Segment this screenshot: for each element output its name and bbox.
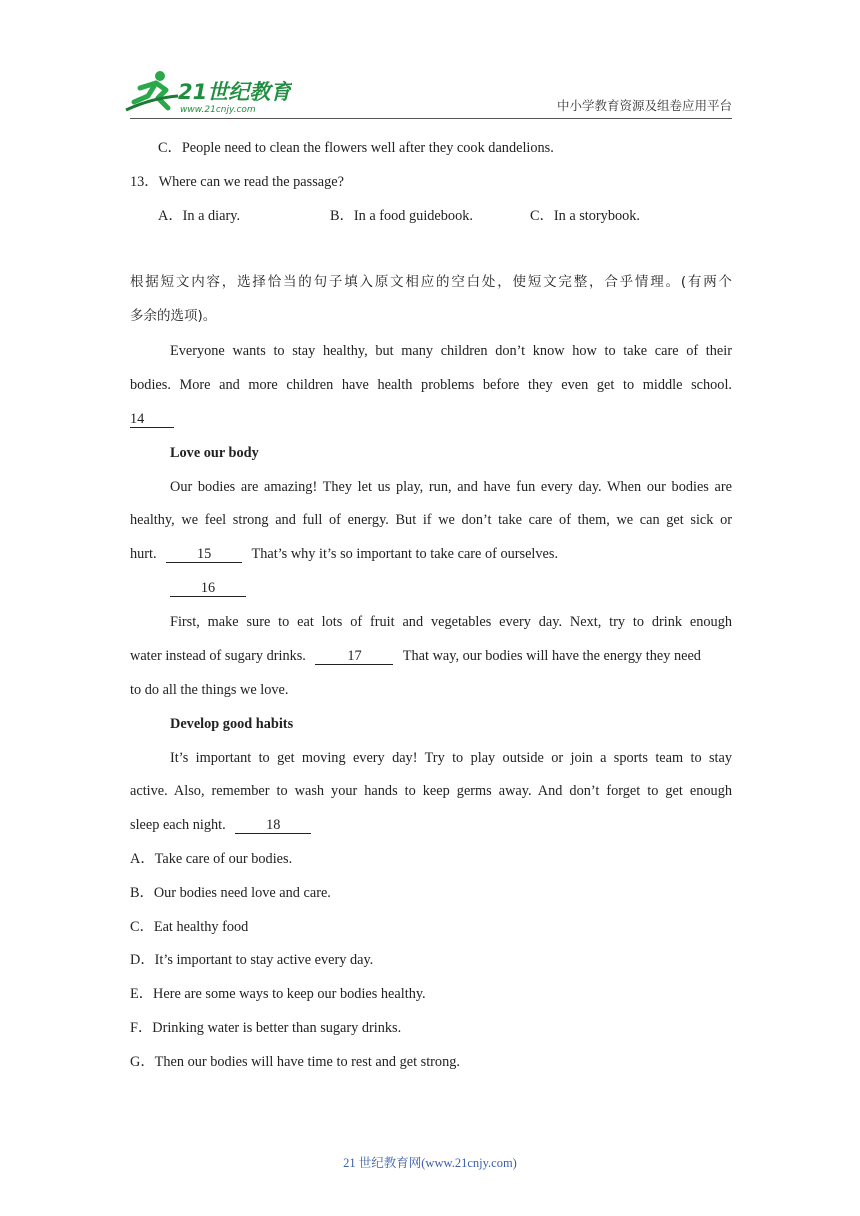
instruction-line-1: 根据短文内容，选择恰当的句子填入原文相应的空白处，使短文完整，合乎情理。(有两个	[130, 274, 732, 290]
passage-p3-line3: to do all the things we love.	[130, 682, 289, 698]
choice-b: B．Our bodies need love and care.	[130, 885, 331, 901]
passage-p4-line1: It’s important to get moving every day! Try to play outside or join a sports team to stay	[170, 750, 732, 766]
page-footer[interactable]: 21 世纪教育网(www.21cnjy.com)	[343, 1156, 517, 1170]
p3-line2-pre: water instead of sugary drinks.	[130, 648, 306, 664]
blank-18: 18	[235, 817, 311, 834]
instruction-line-2: 多余的选项)。	[130, 308, 217, 324]
passage-p4-line2: active. Also, remember to wash your hands to keep germs away. And don’t forget to get enough	[130, 783, 732, 799]
blank-16-line	[170, 578, 246, 598]
passage-p2-line2: healthy, we feel strong and full of energy. But if we don’t take care of them, we can get sick or	[130, 512, 732, 528]
page-header	[0, 0, 860, 125]
21cnjy-logo	[122, 68, 292, 116]
header-divider	[130, 118, 732, 119]
blank-14-number: 14	[130, 411, 174, 428]
passage-p1-line1: Everyone wants to stay healthy, but many children don’t know how to take care of their	[170, 343, 732, 359]
q13-option-b: B．In a food guidebook.	[330, 208, 473, 224]
passage-p2-line3	[130, 544, 558, 564]
svg-text:21世纪教育: 21世纪教育	[178, 80, 292, 104]
blank-15: 15	[166, 546, 242, 563]
choice-g: G．Then our bodies will have time to rest and get strong.	[130, 1054, 460, 1070]
passage-p1-line2: bodies. More and more children have health problems before they even get to middle school.	[130, 377, 732, 393]
p4-line3-pre: sleep each night.	[130, 817, 226, 833]
blank-14	[130, 409, 174, 429]
choice-e: E．Here are some ways to keep our bodies healthy.	[130, 986, 426, 1002]
p2-line3-pre: hurt.	[130, 546, 157, 562]
heading-develop-good-habits: Develop good habits	[170, 716, 294, 732]
passage-p4-line3	[130, 815, 311, 835]
passage-p2-line1: Our bodies are amazing! They let us play, run, and have fun every day. When our bodies are	[170, 479, 732, 495]
heading-love-our-body: Love our body	[170, 445, 259, 461]
choice-d: D．It’s important to stay active every day.	[130, 952, 374, 968]
platform-name: 中小学教育资源及组卷应用平台	[556, 98, 732, 113]
q13-option-a: A．In a diary.	[158, 208, 241, 224]
p3-line2-post: That way, our bodies will have the energy they need	[402, 648, 701, 664]
choice-a: A．Take care of our bodies.	[130, 851, 293, 867]
passage-p3-line2	[130, 646, 732, 666]
passage-p3-line1: First, make sure to eat lots of fruit and vegetables every day. Next, try to drink enough	[170, 614, 732, 630]
choice-f: F．Drinking water is better than sugary drinks.	[130, 1020, 402, 1036]
q13-option-c: C．In a storybook.	[530, 208, 640, 224]
blank-16: 16	[170, 580, 246, 597]
p2-line3-post: That’s why it’s so important to take care of ourselves.	[251, 546, 559, 562]
q13-stem: 13．Where can we read the passage?	[130, 174, 344, 190]
choice-c: C．Eat healthy food	[130, 919, 249, 935]
q12-option-c: C．People need to clean the flowers well after they cook dandelions.	[158, 140, 554, 156]
blank-17: 17	[315, 648, 393, 665]
svg-text:www.21cnjy.com: www.21cnjy.com	[180, 105, 256, 115]
